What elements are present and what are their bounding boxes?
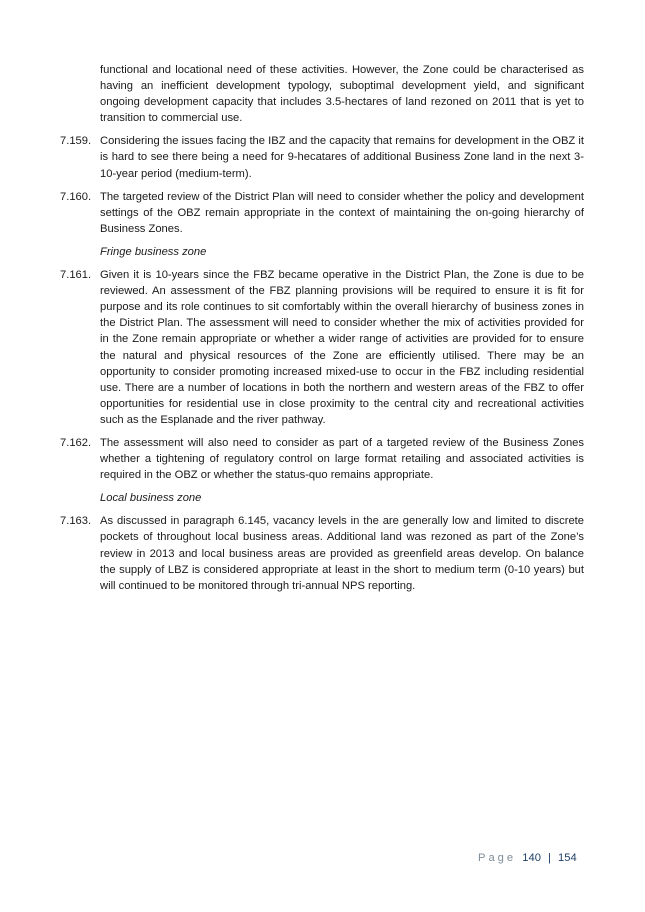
paragraph-number: 7.163. bbox=[60, 515, 92, 528]
paragraph-number: 7.160. bbox=[60, 190, 92, 203]
subheading-local-business-zone: Local business zone bbox=[100, 492, 202, 505]
paragraph-number: 7.162. bbox=[60, 436, 92, 449]
paragraph-number: 7.159. bbox=[60, 135, 92, 148]
paragraph-7-163 bbox=[60, 513, 584, 593]
page-body bbox=[60, 62, 584, 601]
paragraph-7-160 bbox=[60, 189, 584, 237]
total-pages: 154 bbox=[558, 852, 577, 864]
paragraph-text: Considering the issues facing the IBZ and the capacity that remains for development in the OBZ it is hard to see there being a need for 9-hecatares of additional Business Zone land in the next 3-10-year period (medium-term). bbox=[100, 135, 584, 180]
paragraph-7-162 bbox=[60, 435, 584, 483]
page-footer bbox=[478, 852, 577, 864]
paragraph-7-159 bbox=[60, 133, 584, 181]
page-label: Page bbox=[478, 852, 517, 864]
paragraph-text: As discussed in paragraph 6.145, vacancy levels in the are generally low and limited to discrete pockets of throughout local business areas. Additional land was rezoned as part of the Zone’s review in 2013 and local business areas are provided as greenfield areas develop. On balance the supply of LBZ is considered appropriate at least in the short to medium term (0-10 years) but will continued to be monitored through tri-annual NPS reporting. bbox=[100, 515, 584, 592]
paragraph-text: The assessment will also need to consider as part of a targeted review of the Business Zones whether a tightening of regulatory control on large format retailing and associated activities is required in the OBZ or whether the status-quo remains appropriate. bbox=[100, 436, 584, 482]
current-page-number: 140 bbox=[522, 852, 541, 864]
continued-paragraph: functional and locational need of these activities. However, the Zone could be characterised as having an inefficient development typology, suboptimal development yield, and significant ongoing development capacity that includes 3.5-hectares of land rezoned on 2011 that is yet to transition to commercial use. bbox=[100, 64, 584, 125]
page-separator: | bbox=[548, 852, 551, 864]
paragraph-7-161 bbox=[60, 267, 584, 428]
paragraph-number: 7.161. bbox=[60, 269, 92, 282]
paragraph-text: The targeted review of the District Plan will need to consider whether the policy and development settings of the OBZ remain appropriate in the context of maintaining the on-going hierarchy of Business Zones. bbox=[100, 190, 584, 235]
paragraph-text: Given it is 10-years since the FBZ became operative in the District Plan, the Zone is due to be reviewed. An assessment of the FBZ planning provisions will be required to ensure it is fit for purpose and its role continues to sit comfortably within the overall hierarchy of business zones in the District Plan. The assessment will need to consider whether the mix of activities provided for in the Zone remain appropriate or whether a wider range of activities are provided for to ensure the natural and physical resources of the Zone are efficiently utilised. There may be an opportunity to consider promoting increased mixed-use to occur in the FBZ including residential use. There are a number of locations in both the northern and western areas of the FBZ to offer opportunities for residential use in close proximity to the central city and recreational activities such as the Esplanade and the river pathway. bbox=[100, 269, 584, 426]
subheading-fringe-business-zone: Fringe business zone bbox=[100, 245, 207, 258]
